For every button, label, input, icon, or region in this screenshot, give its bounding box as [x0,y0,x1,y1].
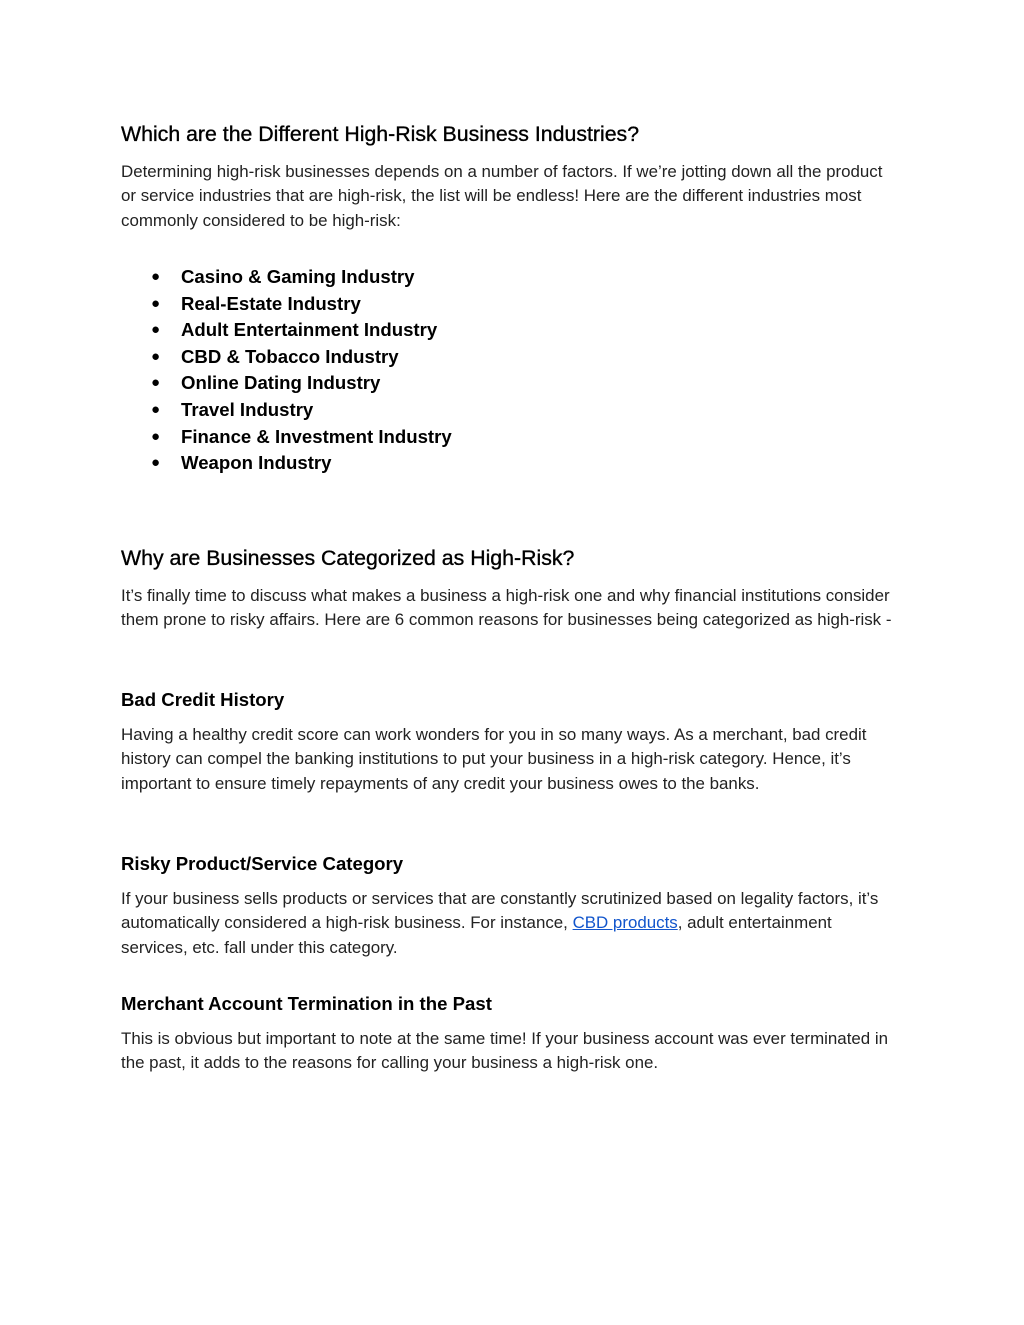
list-item [121,450,452,477]
list-item [121,317,452,344]
list-item-label: Casino & Gaming Industry [181,266,415,287]
list-item [121,291,452,318]
industries-list [121,264,452,477]
list-item [121,370,452,397]
risky-category-paragraph [121,887,896,960]
cbd-products-link[interactable]: CBD products [572,913,678,933]
bullet-icon: ● [151,268,161,285]
bullet-icon: ● [151,427,161,445]
industries-intro-paragraph: Determining high-risk businesses depends on a number of factors. If we’re jotting down all the product or service industries that are high-risk, the list will be endless! Here are the different industries most commonly considered to be high-risk: [121,162,883,230]
bullet-icon: ● [151,321,161,339]
bullet-icon: ● [151,454,161,472]
paragraph-text: If your business sells products or services that are constantly scrutinized based on legality factors, it’s automatically considered a high-risk business. For instance, [121,889,879,933]
subheading-risky-category: Risky Product/Service Category [121,853,404,874]
list-item-label: Weapon Industry [181,452,332,474]
list-item [121,344,452,371]
list-item [121,424,452,451]
list-item-label: Online Dating Industry [181,372,381,394]
subheading-bad-credit-history: Bad Credit History [121,689,285,710]
merchant-termination-paragraph: This is obvious but important to note at the same time! If your business account was ever terminated in the past, it adds to the reasons for calling your business a high-risk one. [121,1029,889,1073]
bullet-icon: ● [151,347,161,365]
list-item-label: CBD & Tobacco Industry [181,345,399,367]
subheading-merchant-termination: Merchant Account Termination in the Past [121,993,492,1014]
list-item-label: Real-Estate Industry [181,292,361,314]
bullet-icon: ● [151,400,161,418]
list-item [121,397,452,424]
list-item-label: Finance & Investment Industry [181,425,452,447]
list-item-label: Travel Industry [181,398,314,420]
section-heading-industries: Which are the Different High-Risk Business Industries? [121,122,640,146]
bullet-icon: ● [151,374,161,392]
section-heading-why-high-risk: Why are Businesses Categorized as High-Risk? [121,546,575,570]
paragraph-text: , adult entertainment services, etc. fall under this category. [121,913,832,957]
list-item-label: Adult Entertainment Industry [181,319,438,341]
bullet-icon: ● [151,294,161,312]
bad-credit-history-paragraph: Having a healthy credit score can work wonders for you in so many ways. As a merchant, bad credit history can compel the banking institutions to put your business in a high-risk category. Hence, it’s important to ensure timely repayments of any credit your business owes to the banks. [121,725,867,793]
list-item [121,264,452,291]
why-high-risk-intro-paragraph: It’s finally time to discuss what makes a business a high-risk one and why financial institutions consider them prone to risky affairs. Here are 6 common reasons for businesses being categorized as high-risk - [121,586,892,630]
